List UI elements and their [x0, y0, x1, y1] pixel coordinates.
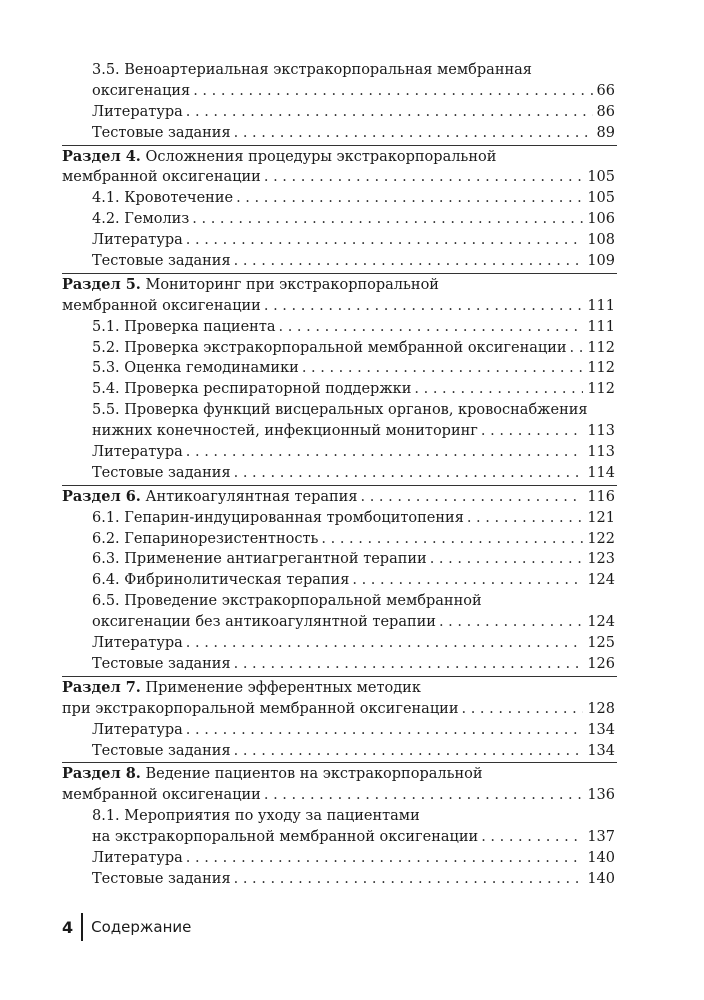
toc-entry-title: 4.2. Гемолиз — [92, 211, 190, 228]
toc-entry-title: Тестовые задания — [92, 870, 231, 887]
page-number: 136 — [587, 787, 615, 804]
toc-entry-title: Литература — [92, 444, 183, 461]
page-number: 112 — [587, 339, 615, 356]
table-of-contents — [62, 60, 615, 890]
toc-entry-6-tests[interactable] — [62, 654, 615, 675]
section-title: Ведение пациентов на экстракорпоральной — [145, 766, 483, 783]
toc-entry-title: Литература — [92, 849, 183, 866]
section-divider — [62, 676, 617, 677]
page-number: 128 — [587, 700, 615, 717]
page-number: 134 — [587, 742, 615, 759]
section-label: Раздел 5. — [62, 275, 141, 293]
footer-page-number: 4 — [62, 917, 74, 937]
page-number: 105 — [587, 190, 615, 207]
page-number: 112 — [587, 381, 615, 398]
toc-entry-title: 3.5. Веноартериальная экстракорпоральная мембранная — [92, 62, 532, 78]
footer-divider — [81, 913, 83, 941]
page-number: 125 — [587, 635, 615, 652]
section-title: мембранной оксигенации — [62, 297, 261, 314]
toc-entry-8-1-line1 — [62, 806, 615, 827]
page-number: 113 — [587, 444, 615, 461]
toc-entry-3-5-line1 — [62, 60, 615, 81]
dot-leader — [279, 317, 584, 338]
section-divider — [62, 273, 617, 274]
dot-leader — [186, 633, 584, 654]
page-number: 112 — [587, 360, 615, 377]
toc-entry-title: 6.3. Применение антиагрегантной терапии — [92, 551, 427, 568]
dot-leader — [264, 167, 583, 188]
page-number: 108 — [587, 232, 615, 249]
section-title: мембранной оксигенации — [62, 169, 261, 186]
toc-entry-title: 6.1. Гепарин-индуцированная тромбоцитопения — [92, 509, 464, 526]
page-number: 116 — [587, 488, 615, 505]
toc-entry-title: Тестовые задания — [92, 464, 231, 481]
toc-entry-title: 5.5. Проверка функций висцеральных органов, кровоснабжения — [92, 402, 588, 419]
toc-entry-title: 8.1. Мероприятия по уходу за пациентами — [92, 808, 420, 825]
section-divider — [62, 485, 617, 486]
dot-leader — [234, 741, 584, 762]
page-number: 121 — [587, 509, 615, 526]
toc-entry-7-literature[interactable] — [62, 720, 615, 741]
toc-entry-6-2[interactable] — [62, 529, 615, 550]
dot-leader — [352, 570, 583, 591]
section-title: Применение эфферентных методик — [145, 679, 421, 696]
toc-entry-4-1[interactable] — [62, 188, 615, 209]
section-title: при экстракорпоральной мембранной оксигенации — [62, 700, 459, 717]
toc-section-8[interactable] — [62, 785, 615, 806]
dot-leader — [192, 209, 583, 230]
dot-leader — [321, 529, 583, 550]
toc-entry-title: Тестовые задания — [92, 124, 231, 141]
toc-entry-6-1[interactable] — [62, 508, 615, 529]
section-label: Раздел 4. — [62, 147, 141, 165]
page-number: 109 — [587, 253, 615, 270]
page-number: 124 — [587, 614, 615, 631]
toc-entry-4-tests[interactable] — [62, 251, 615, 272]
toc-entry-title: 5.2. Проверка экстракорпоральной мембранной оксигенации — [92, 339, 567, 356]
dot-leader — [186, 442, 584, 463]
dot-leader — [234, 654, 584, 675]
page-number: 66 — [596, 82, 615, 99]
dot-leader — [481, 421, 583, 442]
toc-entry-4-2[interactable] — [62, 209, 615, 230]
dot-leader — [186, 230, 584, 251]
toc-section-7-line1 — [62, 678, 615, 699]
section-title: Антикоагулянтная терапия — [145, 488, 358, 505]
toc-entry-title: 5.1. Проверка пациента — [92, 318, 276, 335]
toc-entry-6-literature[interactable] — [62, 633, 615, 654]
toc-entry-5-tests[interactable] — [62, 463, 615, 484]
toc-entry-title: Литература — [92, 721, 183, 738]
toc-entry-title: Литература — [92, 635, 183, 652]
dot-leader — [234, 123, 593, 144]
toc-entry-5-4[interactable] — [62, 379, 615, 400]
dot-leader — [193, 81, 592, 102]
section-title: Мониторинг при экстракорпоральной — [145, 276, 439, 293]
toc-section-4[interactable] — [62, 167, 615, 188]
toc-entry-title: нижних конечностей, инфекционный мониторинг — [92, 423, 478, 440]
toc-entry-5-3[interactable] — [62, 358, 615, 379]
toc-entry-title: оксигенации без антикоагулянтной терапии — [92, 614, 436, 631]
toc-entry-3-5[interactable] — [62, 81, 615, 102]
dot-leader — [439, 612, 583, 633]
dot-leader — [186, 720, 584, 741]
section-label: Раздел 6. — [62, 487, 141, 505]
toc-entry-title: на экстракорпоральной мембранной оксигенации — [92, 829, 479, 846]
page-number: 137 — [587, 829, 615, 846]
toc-section-4-line1 — [62, 147, 615, 168]
toc-entry-title: Тестовые задания — [92, 655, 231, 672]
toc-entry-title: Тестовые задания — [92, 742, 231, 759]
toc-entry-title: 4.1. Кровотечение — [92, 190, 234, 207]
page-number: 111 — [587, 297, 615, 314]
footer-section-title: Содержание — [91, 918, 192, 936]
section-divider — [62, 762, 617, 763]
page-number: 140 — [587, 870, 615, 887]
page-number: 111 — [587, 318, 615, 335]
dot-leader — [264, 785, 583, 806]
dot-leader — [234, 869, 584, 890]
page-number: 122 — [587, 530, 615, 547]
dot-leader — [302, 358, 584, 379]
toc-entry-5-5-line1 — [62, 400, 615, 421]
toc-entry-5-literature[interactable] — [62, 442, 615, 463]
toc-entry-title: 6.5. Проведение экстракорпоральной мембранной — [92, 593, 482, 610]
toc-section-7[interactable] — [62, 699, 615, 720]
dot-leader — [461, 699, 583, 720]
dot-leader — [414, 379, 583, 400]
page-footer — [62, 913, 191, 941]
toc-section-6[interactable] — [62, 487, 615, 508]
toc-entry-6-5[interactable] — [62, 612, 615, 633]
section-label: Раздел 7. — [62, 678, 141, 696]
toc-entry-title: Литература — [92, 232, 183, 249]
toc-entry-6-3[interactable] — [62, 549, 615, 570]
toc-entry-title: 6.4. Фибринолитическая терапия — [92, 572, 350, 589]
toc-entry-title: Тестовые задания — [92, 253, 231, 270]
section-title: мембранной оксигенации — [62, 787, 261, 804]
toc-entry-6-4[interactable] — [62, 570, 615, 591]
dot-leader — [264, 296, 583, 317]
page-number: 114 — [587, 464, 615, 481]
toc-section-5[interactable] — [62, 296, 615, 317]
toc-entry-3-literature[interactable] — [62, 102, 615, 123]
dot-leader — [186, 102, 593, 123]
dot-leader — [467, 508, 583, 529]
toc-entry-8-literature[interactable] — [62, 848, 615, 869]
page-number: 106 — [587, 211, 615, 228]
toc-entry-8-tests[interactable] — [62, 869, 615, 890]
page-number: 105 — [587, 169, 615, 186]
page-number: 134 — [587, 721, 615, 738]
dot-leader — [481, 827, 583, 848]
toc-entry-title: 5.3. Оценка гемодинамики — [92, 360, 299, 377]
page-number: 140 — [587, 849, 615, 866]
page-number: 86 — [596, 103, 615, 120]
toc-entry-title: 6.2. Гепаринорезистентность — [92, 530, 319, 547]
section-divider — [62, 145, 617, 146]
dot-leader — [234, 251, 584, 272]
toc-entry-title: Литература — [92, 103, 183, 120]
toc-entry-5-5[interactable] — [62, 421, 615, 442]
page-number: 123 — [587, 551, 615, 568]
toc-section-8-line1 — [62, 764, 615, 785]
dot-leader — [234, 463, 584, 484]
toc-entry-5-2[interactable] — [62, 338, 615, 359]
toc-entry-5-1[interactable] — [62, 317, 615, 338]
dot-leader — [236, 188, 583, 209]
page-number: 126 — [587, 655, 615, 672]
toc-entry-title: оксигенация — [92, 82, 191, 99]
toc-section-5-line1 — [62, 275, 615, 296]
toc-entry-6-5-line1 — [62, 591, 615, 612]
toc-entry-7-tests[interactable] — [62, 741, 615, 762]
toc-entry-8-1[interactable] — [62, 827, 615, 848]
page-number: 124 — [587, 572, 615, 589]
dot-leader — [570, 338, 584, 359]
toc-entry-4-literature[interactable] — [62, 230, 615, 251]
page-number: 113 — [587, 423, 615, 440]
toc-entry-3-tests[interactable] — [62, 123, 615, 144]
dot-leader — [360, 487, 583, 508]
dot-leader — [186, 848, 584, 869]
toc-entry-title: 5.4. Проверка респираторной поддержки — [92, 381, 412, 398]
section-label: Раздел 8. — [62, 765, 141, 783]
dot-leader — [430, 549, 584, 570]
section-title: Осложнения процедуры экстракорпоральной — [145, 148, 497, 165]
page-number: 89 — [596, 124, 615, 141]
